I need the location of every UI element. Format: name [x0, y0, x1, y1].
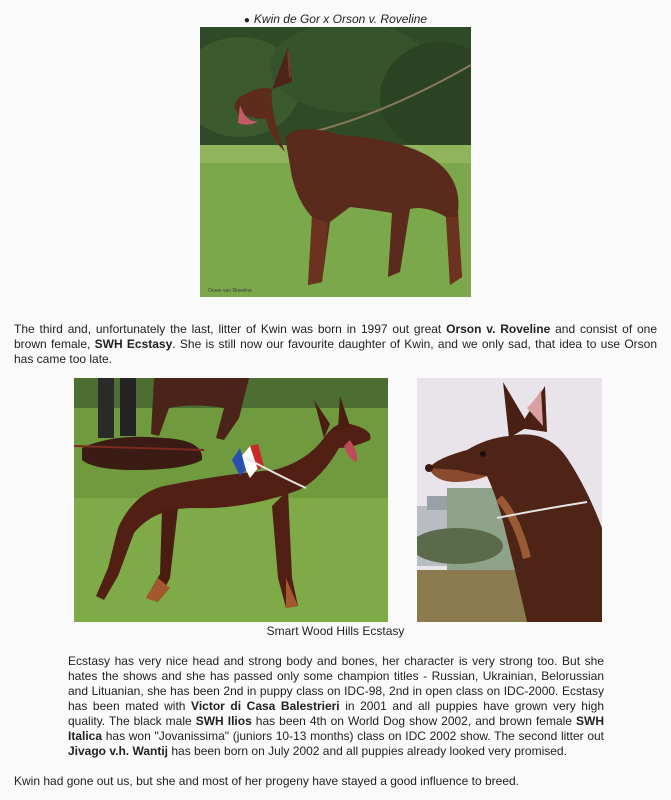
second-mate-name: Jivago v.h. Wantij	[68, 744, 169, 758]
photo-watermark: Orson von Roveline	[208, 288, 252, 294]
photo-heading-text: Kwin de Gor x Orson v. Roveline	[253, 12, 428, 26]
puppy-name-ilios: SWH Ilios	[195, 714, 252, 728]
bullet-icon: ●	[243, 15, 250, 26]
mate-name: Victor di Casa Balestrieri	[191, 699, 340, 713]
photo-heading	[0, 12, 671, 26]
litter-paragraph: The third and, unfortunately the last, litter of Kwin was born in 1997 out great Orson v. Roveline and consist of one brown female, SWH Ecstasy. She is still now our favourite daughter of Kwin, and we only sad, that idea to use Orson has came too late.	[14, 322, 658, 366]
puppy-name-italica: SWH Italica	[68, 714, 605, 743]
female-name: SWH Ecstasy	[94, 337, 173, 351]
closing-paragraph: Kwin had gone out us, but she and most of her progeny have stayed a good influence to breed.	[14, 774, 520, 788]
ecstasy-head-photo	[417, 378, 602, 622]
ecstasy-paragraph: Ecstasy has very nice head and strong body and bones, her character is very strong too. But she hates the shows and she has passed only some champion titles - Russian, Ukrainian, Belorussian and Lituanian, she has been 2nd in puppy class on IDC-98, 2nd in open class on IDC-2000. Ecstasy has been mated with Victor di Casa Balestrieri in 2001 and all puppies have grown very high quality. The black male SWH Ilios has been 4th on World Dog show 2002, and brown female SWH Italica has won "Jovanissima" (juniors 10-13 months) class on IDC 2002 show. The second litter out Jivago v.h. Wantij has been born on July 2002 and all puppies already looked very promised.	[68, 654, 605, 758]
sire-name: Orson v. Roveline	[446, 322, 551, 336]
ecstasy-stand-photo	[74, 378, 388, 622]
orson-photo	[200, 27, 471, 297]
photo-caption: Smart Wood Hills Ecstasy	[266, 624, 405, 638]
